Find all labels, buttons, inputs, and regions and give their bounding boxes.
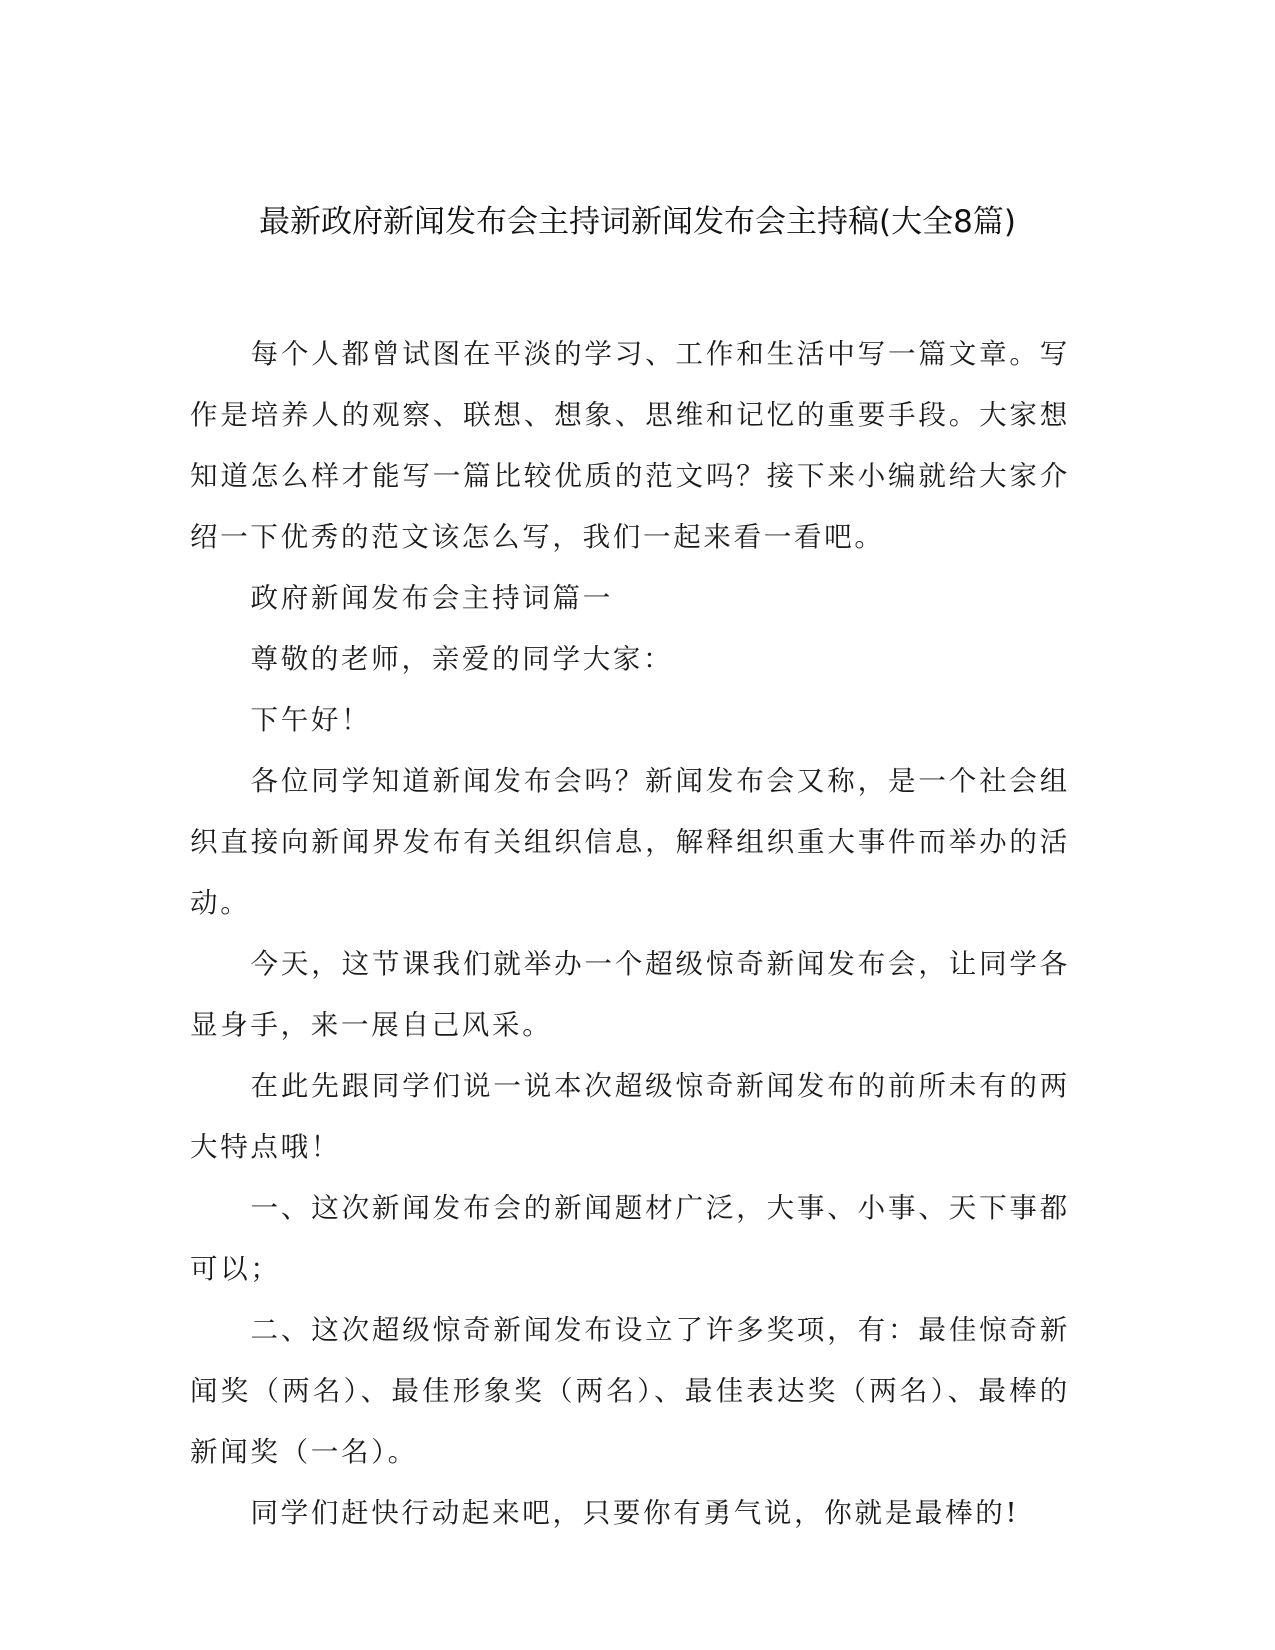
document-title: 最新政府新闻发布会主持词新闻发布会主持稿(大全8篇) — [259, 204, 1016, 240]
list-item-two: 二、这次超级惊奇新闻发布设立了许多奖项，有：最佳惊奇新闻奖（两名）、最佳形象奖（两名）、最佳表达奖（两名）、最棒的新闻奖（一名）。 — [190, 1314, 1070, 1468]
body-paragraph: 在此先跟同学们说一说本次超级惊奇新闻发布的前所未有的两大特点哦！ — [190, 1070, 1070, 1163]
body-paragraph: 各位同学知道新闻发布会吗？新闻发布会又称，是一个社会组织直接向新闻界发布有关组织信息，解释组织重大事件而举办的活动。 — [190, 765, 1070, 919]
closing-paragraph: 同学们赶快行动起来吧，只要你有勇气说，你就是最棒的! — [250, 1497, 1020, 1529]
greeting: 下午好！ — [250, 704, 372, 736]
intro-paragraph: 每个人都曾试图在平淡的学习、工作和生活中写一篇文章。写作是培养人的观察、联想、想象、思维和记忆的重要手段。大家想知道怎么样才能写一篇比较优质的范文吗？接下来小编就给大家介绍一下优秀的范文该怎么写，我们一起来看一看吧。 — [190, 338, 1070, 553]
salutation: 尊敬的老师，亲爱的同学大家： — [250, 643, 674, 675]
section-heading: 政府新闻发布会主持词篇一 — [250, 582, 613, 614]
body-paragraph: 今天，这节课我们就举办一个超级惊奇新闻发布会，让同学各显身手，来一展自己风采。 — [190, 948, 1070, 1041]
document-body — [190, 324, 1070, 1544]
list-item-one: 一、这次新闻发布会的新闻题材广泛，大事、小事、天下事都可以； — [190, 1192, 1070, 1285]
